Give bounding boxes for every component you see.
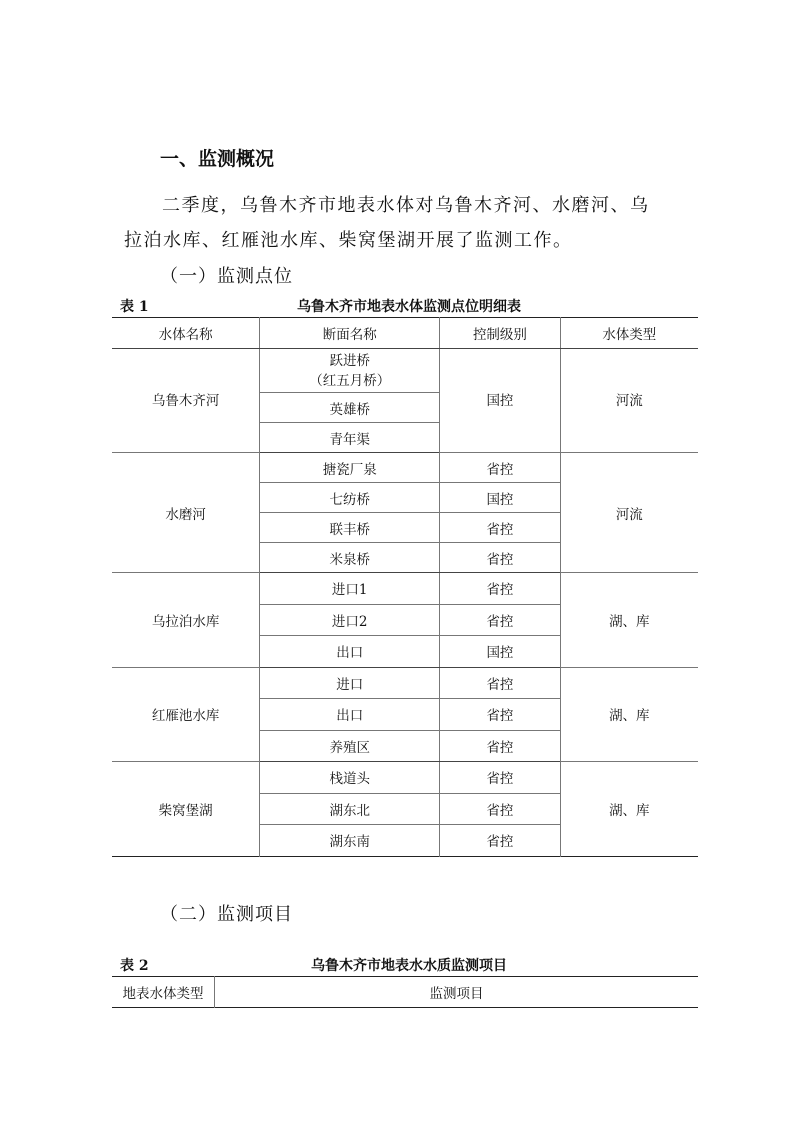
water-type-cell: 湖、库 bbox=[560, 667, 698, 762]
control-level-cell: 省控 bbox=[440, 793, 560, 825]
table-row bbox=[112, 573, 698, 605]
section-cell: 米泉桥 bbox=[260, 543, 440, 573]
table-row bbox=[112, 667, 698, 699]
table1-header-row bbox=[112, 318, 698, 349]
control-level-cell: 省控 bbox=[440, 543, 560, 573]
header-control-level: 控制级别 bbox=[440, 318, 560, 349]
control-level-cell: 省控 bbox=[440, 730, 560, 762]
section-cell: 青年渠 bbox=[260, 423, 440, 453]
section-cell: 进口1 bbox=[260, 573, 440, 605]
header-surface-water-type: 地表水体类型 bbox=[112, 977, 215, 1008]
control-level-cell: 省控 bbox=[440, 699, 560, 731]
water-body-cell: 水磨河 bbox=[112, 453, 260, 573]
table2-number: 表 2 bbox=[120, 958, 149, 974]
control-level-cell: 省控 bbox=[440, 667, 560, 699]
section-cell: 进口2 bbox=[260, 604, 440, 636]
section-cell: 出口 bbox=[260, 699, 440, 731]
water-body-cell: 乌鲁木齐河 bbox=[112, 349, 260, 453]
subheading-monitoring-items: （二）监测项目 bbox=[160, 904, 293, 925]
section-name: 跃进桥 bbox=[329, 352, 370, 369]
table1-number: 表 1 bbox=[120, 299, 149, 315]
control-level-cell: 省控 bbox=[440, 513, 560, 543]
table2-caption bbox=[120, 955, 698, 975]
table2-header-row bbox=[112, 977, 698, 1008]
intro-line-2: 拉泊水库、红雁池水库、柴窝堡湖开展了监测工作。 bbox=[124, 230, 573, 251]
section-cell: 进口 bbox=[260, 667, 440, 699]
water-body-cell: 乌拉泊水库 bbox=[112, 573, 260, 668]
section-cell: 栈道头 bbox=[260, 762, 440, 794]
table-row bbox=[112, 349, 698, 393]
control-level-cell: 省控 bbox=[440, 573, 560, 605]
monitoring-points-table bbox=[112, 317, 698, 857]
section-cell: 搪瓷厂泉 bbox=[260, 453, 440, 483]
water-body-cell: 红雁池水库 bbox=[112, 667, 260, 762]
table1-caption bbox=[120, 296, 698, 316]
header-monitoring-items: 监测项目 bbox=[429, 986, 484, 1002]
control-level-cell: 国控 bbox=[440, 483, 560, 513]
section-cell bbox=[260, 349, 440, 393]
water-body-cell: 柴窝堡湖 bbox=[112, 762, 260, 857]
water-type-cell: 湖、库 bbox=[560, 573, 698, 668]
section-cell: 湖东南 bbox=[260, 825, 440, 857]
control-level-cell: 国控 bbox=[440, 636, 560, 668]
header-section-name: 断面名称 bbox=[260, 318, 440, 349]
intro-line-1: 二季度，乌鲁木齐市地表水体对乌鲁木齐河、水磨河、乌 bbox=[162, 195, 650, 216]
water-type-cell: 湖、库 bbox=[609, 802, 650, 819]
section-heading-overview: 一、监测概况 bbox=[160, 148, 275, 170]
header-water-body-name: 水体名称 bbox=[112, 318, 260, 349]
table-row bbox=[112, 762, 698, 794]
monitoring-items-table bbox=[112, 976, 698, 1008]
table2-title: 乌鲁木齐市地表水水质监测项目 bbox=[311, 958, 507, 974]
section-cell: 出口 bbox=[260, 636, 440, 668]
water-type-cell: 河流 bbox=[560, 349, 698, 453]
subheading-monitoring-points: （一）监测点位 bbox=[160, 266, 293, 287]
header-water-type: 水体类型 bbox=[560, 318, 698, 349]
section-cell: 联丰桥 bbox=[260, 513, 440, 543]
control-level-cell: 国控 bbox=[440, 349, 560, 453]
section-cell: 湖东北 bbox=[260, 793, 440, 825]
section-cell: 英雄桥 bbox=[260, 393, 440, 423]
control-level-cell: 省控 bbox=[440, 762, 560, 794]
control-level-cell: 省控 bbox=[440, 604, 560, 636]
table-row bbox=[112, 453, 698, 483]
control-level-cell: 省控 bbox=[440, 825, 560, 857]
control-level-cell: 省控 bbox=[440, 453, 560, 483]
table1-title: 乌鲁木齐市地表水体监测点位明细表 bbox=[297, 299, 521, 315]
section-cell: 七纺桥 bbox=[260, 483, 440, 513]
section-cell: 养殖区 bbox=[260, 730, 440, 762]
intro-paragraph bbox=[124, 188, 699, 258]
section-note: （红五月桥） bbox=[309, 372, 391, 389]
water-type-cell: 河流 bbox=[560, 453, 698, 573]
